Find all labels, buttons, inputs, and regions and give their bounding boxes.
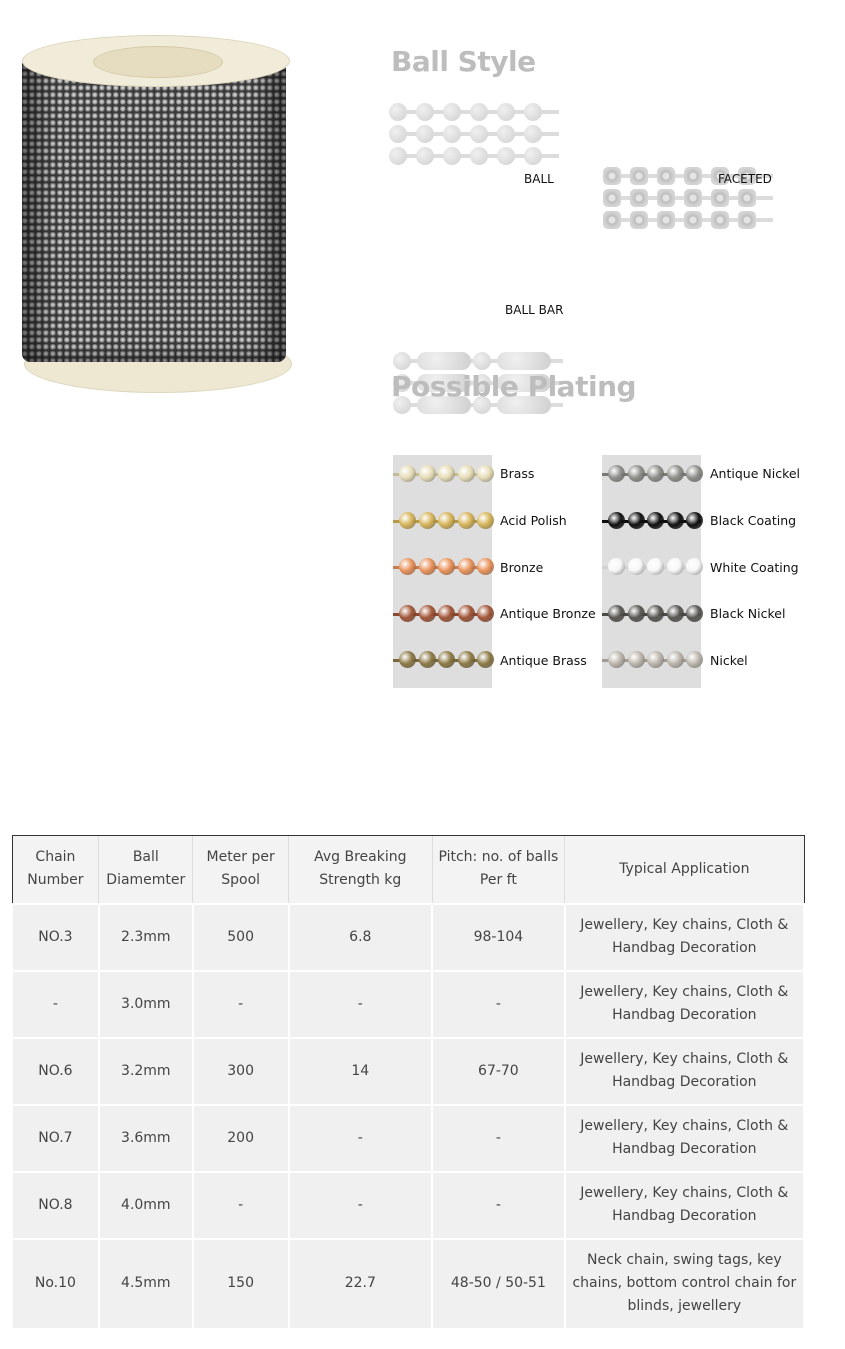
plating-chain-antique-bronze <box>393 603 492 625</box>
ball <box>443 147 461 165</box>
ball <box>443 125 461 143</box>
chain-strand <box>393 352 563 370</box>
plating-label: Black Coating <box>710 512 797 528</box>
table-row <box>12 904 804 971</box>
chain-strand <box>603 211 773 229</box>
ball <box>738 189 756 207</box>
table-cell: 200 <box>193 1105 289 1172</box>
table-cell: 3.2mm <box>99 1038 193 1105</box>
ball-style-title: Ball Style <box>391 45 536 78</box>
ball <box>603 211 621 229</box>
plating-label: Antique Nickel <box>710 466 801 481</box>
plating-label: Antique Bronze <box>500 606 596 622</box>
table-cell: 3.0mm <box>99 971 193 1038</box>
table-cell: 300 <box>193 1038 289 1105</box>
plating-chain-antique-brass <box>393 649 492 671</box>
table-cell: NO.8 <box>12 1172 99 1239</box>
table-cell: - <box>12 971 99 1038</box>
plating-chain-antique-nickel <box>602 463 701 485</box>
ball <box>443 103 461 121</box>
ball <box>684 189 702 207</box>
plating-label: Black Nickel <box>710 606 786 622</box>
plating-swatches-left <box>393 455 492 688</box>
table-cell: 2.3mm <box>99 904 193 971</box>
ball <box>389 147 407 165</box>
ball <box>389 103 407 121</box>
column-header: Meter per Spool <box>193 836 289 904</box>
chain-spec-table <box>11 835 805 1330</box>
plating-label: Bronze <box>500 559 544 575</box>
ball <box>497 103 515 121</box>
table-cell: 6.8 <box>289 904 433 971</box>
plating-chain-acid-polish <box>393 510 492 532</box>
ball <box>684 167 702 185</box>
table-row <box>12 1038 804 1105</box>
column-header: Chain Number <box>12 836 99 904</box>
ball <box>657 189 675 207</box>
table-cell: 150 <box>193 1239 289 1329</box>
plating-chain-bronze <box>393 556 492 578</box>
ball <box>470 125 488 143</box>
table-cell: - <box>289 1172 433 1239</box>
ball <box>416 147 434 165</box>
table-row <box>12 971 804 1038</box>
table-cell: - <box>289 971 433 1038</box>
chain-strand <box>389 125 559 143</box>
ball <box>524 125 542 143</box>
table-cell: - <box>193 1172 289 1239</box>
ball <box>684 211 702 229</box>
table-cell: 3.6mm <box>99 1105 193 1172</box>
plating-label: Nickel <box>710 653 748 669</box>
ball <box>470 147 488 165</box>
table-cell: 4.0mm <box>99 1172 193 1239</box>
ball <box>711 189 729 207</box>
ball <box>497 147 515 165</box>
table-cell: 4.5mm <box>99 1239 193 1329</box>
table-row <box>12 1172 804 1239</box>
ball <box>603 189 621 207</box>
ball <box>630 189 648 207</box>
ball-chain-spool-image <box>20 35 292 393</box>
ball <box>603 167 621 185</box>
ball <box>470 103 488 121</box>
plating-chain-black-nickel <box>602 603 701 625</box>
table-cell: - <box>289 1105 433 1172</box>
plating-chain-nickel <box>602 649 701 671</box>
ball <box>473 352 491 370</box>
column-header: Typical Application <box>565 836 804 904</box>
plating-chain-white-coating <box>602 556 701 578</box>
table-cell: 500 <box>193 904 289 971</box>
table-cell: No.10 <box>12 1239 99 1329</box>
ball <box>711 211 729 229</box>
possible-plating-title: Possible Plating <box>391 370 637 403</box>
ball <box>497 125 515 143</box>
table-cell: - <box>432 1105 565 1172</box>
plating-label: Antique Brass <box>500 653 587 669</box>
ball <box>630 211 648 229</box>
plating-label: Acid Polish <box>500 512 567 528</box>
column-header: Ball Diamemter <box>99 836 193 904</box>
table-cell: Jewellery, Key chains, Cloth & Handbag Decoration <box>565 971 804 1038</box>
plating-chain-brass <box>393 463 492 485</box>
table-cell: - <box>193 971 289 1038</box>
ball-style-ball-image <box>389 103 559 167</box>
ball <box>630 167 648 185</box>
table-cell: 48-50 / 50-51 <box>432 1239 565 1329</box>
table-cell: 98-104 <box>432 904 565 971</box>
plating-label: Brass <box>500 466 535 481</box>
ball <box>389 125 407 143</box>
table-cell: Jewellery, Key chains, Cloth & Handbag Decoration <box>565 1105 804 1172</box>
ball <box>524 147 542 165</box>
table-row <box>12 1105 804 1172</box>
ball <box>393 352 411 370</box>
chain-strand <box>389 147 559 165</box>
bar-link <box>497 352 551 370</box>
table-cell: 14 <box>289 1038 433 1105</box>
ball <box>738 211 756 229</box>
table-cell: Jewellery, Key chains, Cloth & Handbag Decoration <box>565 1038 804 1105</box>
table-cell: - <box>432 971 565 1038</box>
plating-swatches-right <box>602 455 701 688</box>
bar-link <box>417 352 471 370</box>
ball <box>657 211 675 229</box>
table-row <box>12 1239 804 1329</box>
table-cell: 67-70 <box>432 1038 565 1105</box>
column-header: Pitch: no. of balls Per ft <box>432 836 565 904</box>
table-cell: 22.7 <box>289 1239 433 1329</box>
table-cell: NO.3 <box>12 904 99 971</box>
ball <box>657 167 675 185</box>
ball <box>524 103 542 121</box>
ball-style-ball-label: BALL <box>524 172 554 186</box>
table-cell: NO.6 <box>12 1038 99 1105</box>
plating-chain-black-coating <box>602 510 701 532</box>
plating-label: White Coating <box>710 559 799 575</box>
table-cell: Neck chain, swing tags, key chains, bottom control chain for blinds, jewellery <box>565 1239 804 1329</box>
table-cell: - <box>432 1172 565 1239</box>
column-header: Avg Breaking Strength kg <box>289 836 433 904</box>
ball <box>416 103 434 121</box>
table-cell: NO.7 <box>12 1105 99 1172</box>
chain-strand <box>389 103 559 121</box>
ball-style-faceted-label: FACETED <box>718 172 772 186</box>
ball-style-ball-bar-label: BALL BAR <box>505 303 564 317</box>
table-cell: Jewellery, Key chains, Cloth & Handbag Decoration <box>565 904 804 971</box>
ball <box>416 125 434 143</box>
table-cell: Jewellery, Key chains, Cloth & Handbag Decoration <box>565 1172 804 1239</box>
chain-strand <box>603 189 773 207</box>
